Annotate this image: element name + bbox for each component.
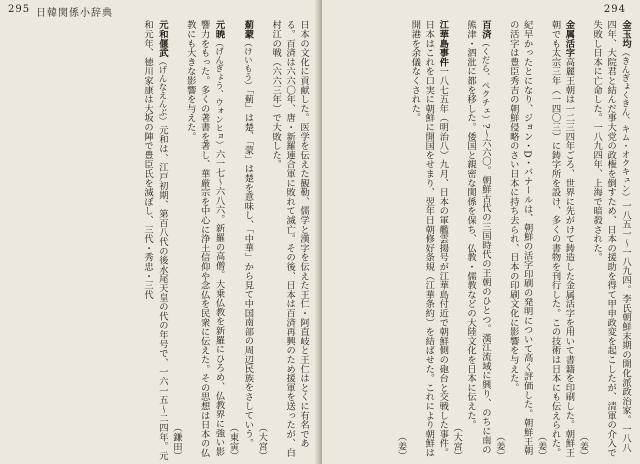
right-page-body <box>326 20 632 460</box>
entry-metal-type <box>534 20 576 460</box>
entry-author: （大宮） <box>451 422 463 460</box>
entry-reading: （きんぎょくきん、キム・オクキュン） <box>620 47 630 201</box>
entry-genna-enbu <box>140 20 169 460</box>
entry-body: 「薊」は楚、「蒙」は楚を意味し、「中華」から見て中国南部の周辺民族をさしていう。 <box>242 89 254 448</box>
entry-headword: 金属活字 <box>563 20 575 58</box>
entry-reading: （げんなえんぶ） <box>156 57 167 126</box>
entry-headword: 元暁 <box>213 20 225 39</box>
right-page <box>322 0 640 464</box>
entry-body: 一八七五年（明治八）九月、日本の軍艦雲揚号が江華島付近で朝鮮側の砲台と交戦した事件。日本はこれを口実に朝鮮に開国をせまり、翌年日朝修好条規（江華条約）を結ばせた。これにより朝鮮は開港を余儀なくされた。 <box>409 20 449 458</box>
entry-author: （姜） <box>395 432 407 460</box>
entry-body: 紀早かったとになり、ジョン・D・バナールは、朝鮮の活字印刷の発明について高く評価した。朝鮮王朝の活字は豊臣秀吉の朝鮮侵略のさい日本に持ち去られ、日本の印刷文化に影響を与えた。 <box>507 20 533 456</box>
entry-author: （東寅） <box>227 422 239 460</box>
entry-headword: 江華島事件 <box>437 20 449 67</box>
entry-keimou <box>226 20 255 460</box>
entry-author: （大宮） <box>256 422 268 460</box>
entry-reading: （くだら、ペクチェ） <box>479 38 490 124</box>
entry-body: 一八五一〜一八九四。李氏朝鮮末期の開化派政治家。一八八四年、大院君と結んだ事大党の政権を倒すため、日本の援助を得て甲申政変を起こしたが、清軍の介入で失敗し日本に亡命した。一八九四年、上海で暗殺された。 <box>591 20 631 458</box>
entry-headword: 金玉均 <box>620 20 631 48</box>
entry-body: 六一七〜六八六。新羅の高僧。大乗仏教を新羅にひろめ、仏教界に強い影響力をもった。多くの著書を著し、華厳宗を中心に浄土信仰や念仏を民衆に伝えた。その思想は日本の仏教にも大きな影響を与えた。 <box>184 20 225 458</box>
page-number: 295 <box>8 4 31 15</box>
page-number: 294 <box>603 4 626 15</box>
entry-author: （鎌田） <box>170 422 182 460</box>
entry-reading: （けいもう） <box>242 38 253 90</box>
entry-author: （姜） <box>493 432 505 460</box>
entry-headword: 百済 <box>479 20 491 39</box>
left-page <box>0 0 318 464</box>
left-page-body <box>4 20 310 460</box>
running-head-title: 日韓関係小辞典 <box>36 8 113 19</box>
entry-ganghwa-incident <box>394 20 450 460</box>
entry-body: 日本の文化に貢献した。医学を伝えた観勒、儒学と漢字を伝えた王仁・阿直岐と王仁はとくに有名である。百済は六六〇年、唐・新羅連合軍に敗れて滅亡。その後、日本は百済再興のため援軍を送ったが、白村江の戦（六六三年）で大敗した。 <box>270 20 309 458</box>
entry-kim-okgyun <box>575 20 632 460</box>
entry-headword: 元和偃武 <box>156 20 168 58</box>
entry-author: （姜） <box>535 432 547 460</box>
entry-body: ?〜六六〇。朝鮮古代の三国時代の王朝のひとつ。漢江流域に興り、のちに南の熊津・泗沘に都を移した。倭国と親密な関係を保ち、仏教・儒教などの大陸文化を日本に伝えた。 <box>465 20 491 455</box>
entry-wonhyo <box>169 20 226 460</box>
entry-body: 高麗王朝は一二三四年ごろ、世界に先がけて鋳造した金属活字を用いて書籍を印刷した。朝鮮王朝でも太宗三年（一四〇三）に鋳字所を設け、多くの書物を刊行した。この技術は日本にも伝えられた。 <box>549 20 575 458</box>
entry-continuation <box>492 20 534 460</box>
entry-author: （姜） <box>577 432 589 460</box>
entry-reading: （げんぎょう、ウォンヒョ） <box>213 38 224 150</box>
entry-body: 元和は、江戸初期、第百八代の後水尾天皇の代の年号で、一六一五〜二四年。元和元年、徳川家康は大坂の陣で豊臣氏を滅ぼし、三代・秀忠・三代 <box>142 20 168 460</box>
entry-kudara <box>449 20 492 460</box>
entry-continuation <box>254 20 310 460</box>
entry-headword: 薊蒙 <box>242 20 254 39</box>
